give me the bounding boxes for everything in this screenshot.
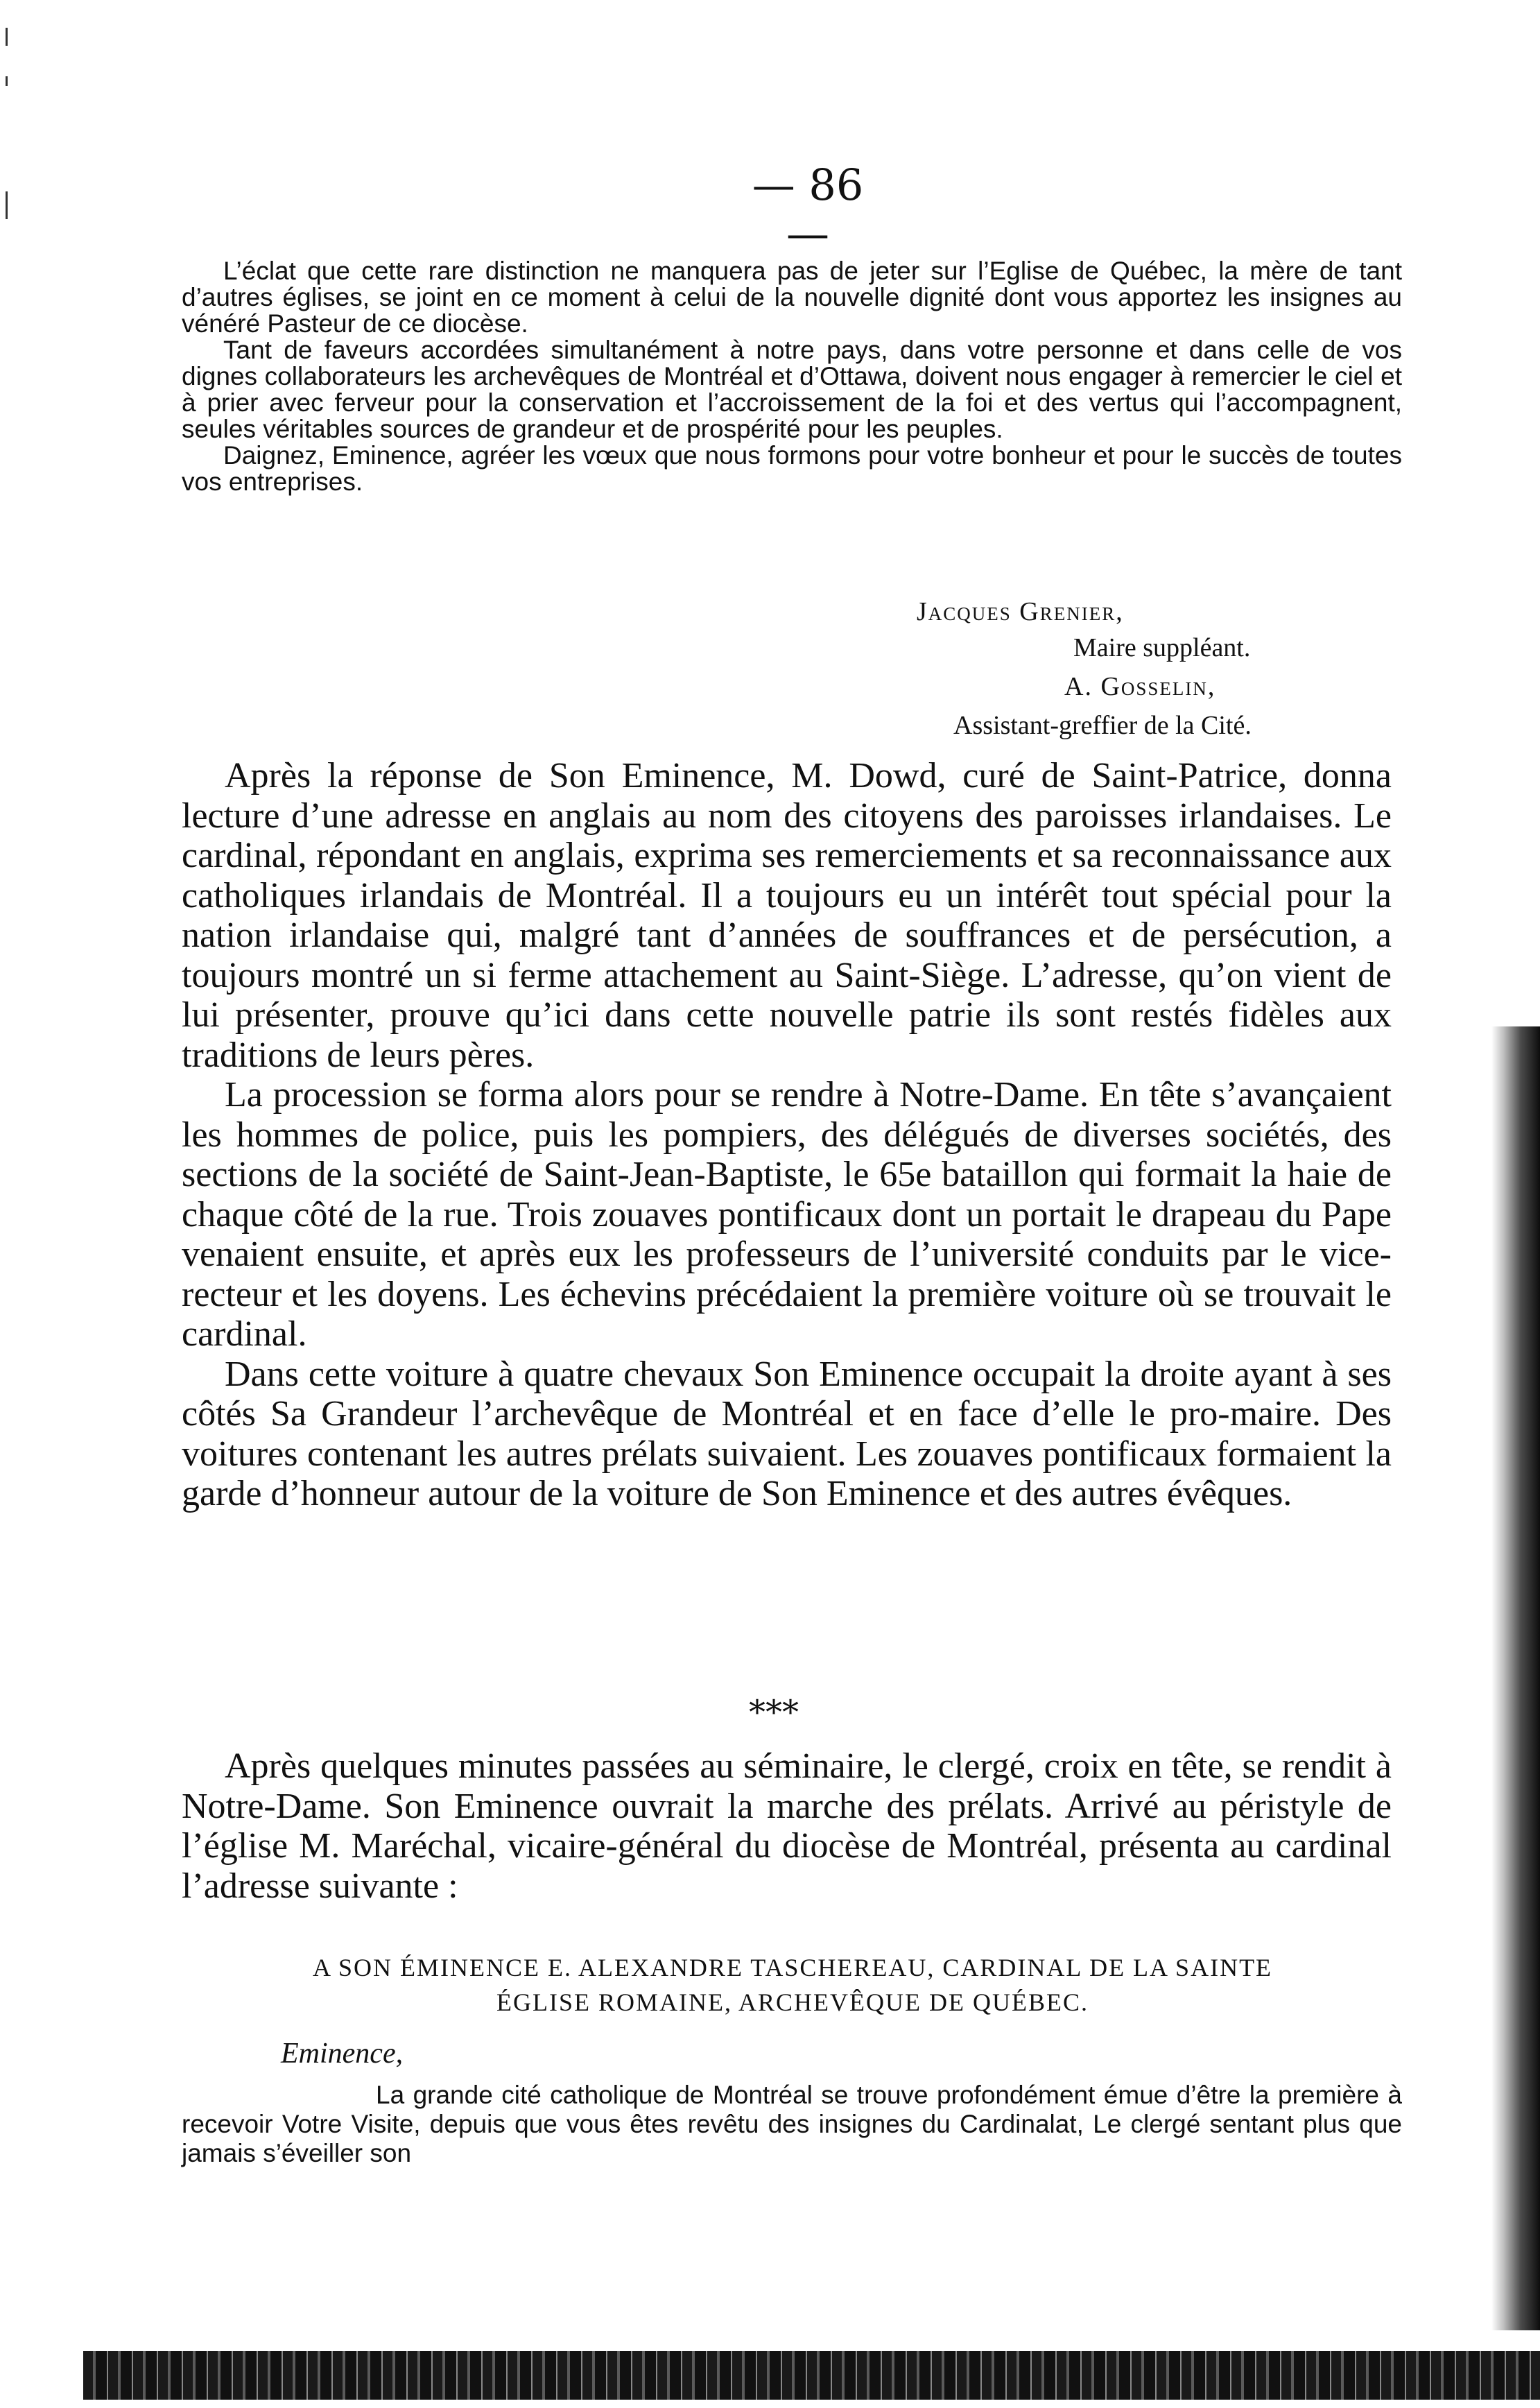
body-paragraph: La procession se forma alors pour se rendre à Notre-Dame. En tête s’avançaient les hommes de police, puis les pompiers, des délégués de diverses sociétés, des sections de la société de Saint-Jean-Baptiste, le 65e bataillon qui formait la haie de chaque côté de la rue. Trois zouaves pontificaux dont un portait le drapeau du Pape venaient ensuite, et après eux les professeurs de l’université conduits par le vice-recteur et les doyens. Les échevins précédaient la première voiture où se trouvait le cardinal. xyxy=(182,1075,1392,1354)
scan-bottom-band xyxy=(83,2351,1540,2400)
address-paragraph: Daignez, Eminence, agréer les vœux que nous formons pour votre bonheur et pour le succès de toutes vos entreprises. xyxy=(182,441,1402,496)
address-heading-line-2: ÉGLISE ROMAINE, ARCHEVÊQUE DE QUÉBEC. xyxy=(496,1988,1089,2016)
section-asterism: *** xyxy=(749,1693,799,1732)
post-asterism-text xyxy=(182,1746,1392,1906)
page-number: — 86 — xyxy=(752,160,864,259)
signatory-name-1: Jacques Grenier, xyxy=(917,597,1124,626)
body-paragraph: Dans cette voiture à quatre chevaux Son Eminence occupait la droite ayant à ses côtés Sa Grandeur l’archevêque de Montréal et en face d’elle le pro-maire. Des voitures contenant les autres prélats suivaient. Les zouaves pontificaux formaient la garde d’honneur autour de la voiture de Son Eminence et des autres évêques. xyxy=(182,1354,1392,1513)
scan-edge-marks xyxy=(3,28,10,236)
main-text xyxy=(182,756,1392,1514)
book-spine-shadow xyxy=(1491,1026,1540,2330)
signatory-title-1: Maire suppléant. xyxy=(1073,633,1251,662)
signatory-title-2: Assistant-greffier de la Cité. xyxy=(953,711,1252,740)
signatory-name-2: A. Gosselin, xyxy=(1064,672,1216,701)
address-paragraph: L’éclat que cette rare distinction ne manquera pas de jeter sur l’Eglise de Québec, la mère de tant d’autres églises, se joint en ce moment à celui de la nouvelle dignité dont vous apportez les insignes au vénéré Pasteur de ce diocèse. xyxy=(182,257,1402,338)
body-paragraph: Après quelques minutes passées au séminaire, le clergé, croix en tête, se rendit à Notre-Dame. Son Eminence ouvrait la marche des prélats. Arrivé au péristyle de l’église M. Maréchal, vicaire-général du diocèse de Montréal, présenta au cardinal l’adresse suivante : xyxy=(182,1746,1392,1906)
salutation: Eminence, xyxy=(281,2038,404,2070)
body-paragraph: Après la réponse de Son Eminence, M. Dowd, curé de Saint-Patrice, donna lecture d’une adresse en anglais au nom des citoyens des paroisses irlandaises. Le cardinal, répondant en anglais, exprima ses remerciements et sa reconnaissance aux catholiques irlandais de Montréal. Il a toujours eu un intérêt tout spécial pour la nation irlandaise qui, malgré tant d’années de souffrances et de persécution, a toujours montré un si ferme attachement au Saint-Siège. L’adresse, qu’on vient de lui présenter, prouve qu’ici dans cette nouvelle patrie ils sont restés fidèles aux traditions de leurs pères. xyxy=(182,756,1392,1075)
letter-text xyxy=(182,2081,1402,2168)
address-paragraph: Tant de faveurs accordées simultanément à notre pays, dans votre personne et dans celle de vos dignes collaborateurs les archevêques de Montréal et d’Ottawa, doivent nous engager à remercier le ciel et à prier avec ferveur pour la conservation et l’accroissement de la foi et des vertus qui l’accompagnent, seules véritables sources de grandeur et de prospérité pour les peuples. xyxy=(182,336,1402,443)
address-heading-line-1: A SON ÉMINENCE E. ALEXANDRE TASCHEREAU, CARDINAL DE LA SAINTE xyxy=(312,1954,1273,1981)
address-text xyxy=(182,258,1402,495)
letter-paragraph: La grande cité catholique de Montréal se trouve profondément émue d’être la première à recevoir Votre Visite, depuis que vous êtes revêtu des insignes du Cardinalat, Le clergé sentant plus que jamais s’éveiller son xyxy=(182,2081,1402,2167)
